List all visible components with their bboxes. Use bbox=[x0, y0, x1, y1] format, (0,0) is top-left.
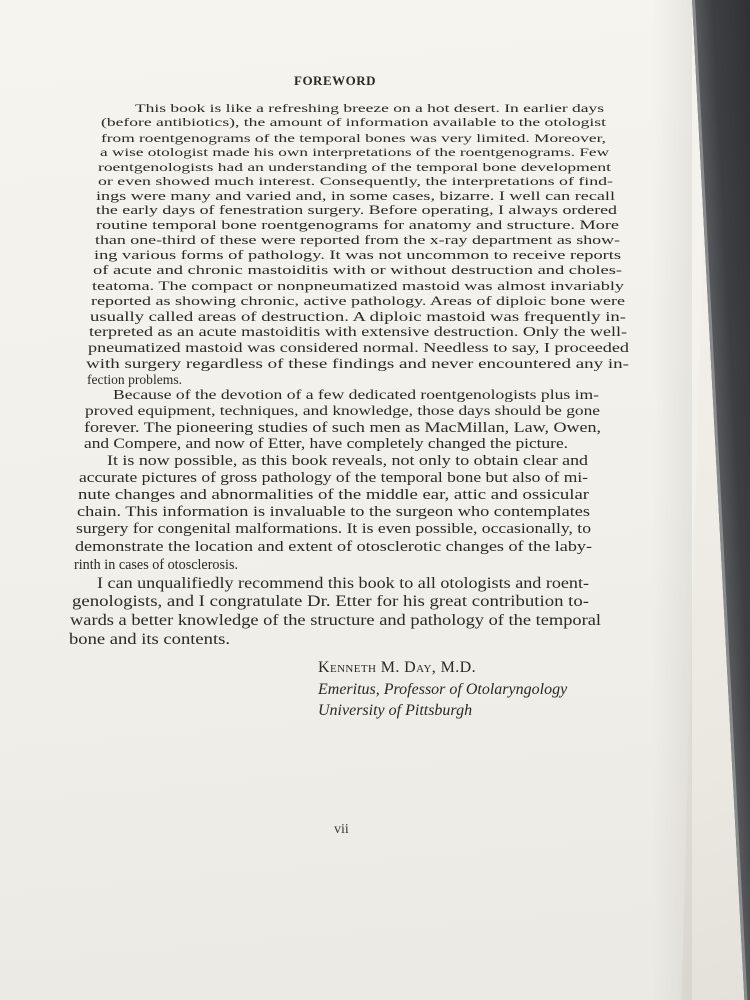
body-text-line: roentgenologists had an understanding of the temporal bone development bbox=[98, 160, 612, 174]
body-text-line: chain. This information is invaluable to the surgeon who contemplates bbox=[77, 504, 590, 520]
body-text-line: routine temporal bone roentgenograms for anatomy and structure. More bbox=[96, 218, 619, 232]
body-text-line: rinth in cases of otosclerosis. bbox=[74, 557, 239, 573]
body-text-line: fection problems. bbox=[87, 372, 183, 387]
body-text-line: teatoma. The compact or nonpneumatized mastoid was almost invariably bbox=[92, 278, 624, 293]
body-text-line: forever. The pioneering studies of such men as MacMillan, Law, Owen, bbox=[84, 420, 602, 436]
body-text-line: This book is like a refreshing breeze on a hot desert. In earlier days bbox=[135, 103, 605, 115]
body-text-line: (before antibiotics), the amount of information available to the otologist bbox=[101, 117, 606, 129]
body-text-line: than one-third of these were reported from the x-ray department as show- bbox=[95, 233, 620, 247]
body-text-line: and Compere, and now of Etter, have completely changed the picture. bbox=[84, 436, 568, 452]
body-text-line: genologists, and I congratulate Dr. Etter for his great contribution to- bbox=[72, 593, 590, 610]
body-text-line: wards a better knowledge of the structure and pathology of the temporal bbox=[70, 612, 602, 629]
body-text-line: ing various forms of pathology. It was not uncommon to receive reports bbox=[94, 248, 622, 262]
body-text-line: I can unqualifiedly recommend this book to all otologists and roent- bbox=[97, 575, 590, 592]
body-text-line: pneumatized mastoid was considered normal. Needless to say, I proceeded bbox=[88, 340, 629, 355]
body-text-line: nute changes and abnormalities of the middle ear, attic and ossicular bbox=[78, 487, 589, 503]
body-text-line: ings were many and varied and, in some cases, bizarre. I well can recall bbox=[96, 189, 615, 203]
body-text-line: demonstrate the location and extent of otosclerotic changes of the laby- bbox=[75, 539, 592, 555]
body-text-line: usually called areas of destruction. A diploic mastoid was frequently in- bbox=[90, 309, 626, 324]
page-number: vii bbox=[334, 822, 349, 837]
page-title: FOREWORD bbox=[294, 73, 376, 88]
body-text-line: with surgery regardless of these findings and never encountered any in- bbox=[86, 356, 629, 371]
signature-name: Kenneth M. Day, M.D. bbox=[318, 659, 476, 676]
body-text-line: Because of the devotion of a few dedicated roentgenologists plus im- bbox=[113, 388, 600, 403]
body-text-line: proved equipment, techniques, and knowledge, those days should be gone bbox=[85, 404, 601, 419]
body-text-line: or even showed much interest. Consequently, the interpretations of find- bbox=[98, 174, 614, 188]
body-text-line: a wise otologist made his own interpretations of the roentgenograms. Few bbox=[100, 145, 610, 159]
signature-institution: University of Pittsburgh bbox=[318, 702, 473, 719]
body-text-line: accurate pictures of gross pathology of the temporal bone but also of mi- bbox=[79, 470, 589, 486]
body-text-line: terpreted as an acute mastoiditis with extensive destruction. Only the well- bbox=[89, 324, 628, 339]
signature-title: Emeritus, Professor of Otolaryngology bbox=[318, 681, 568, 698]
body-text-line: reported as showing chronic, active pathology. Areas of diploic bone were bbox=[91, 293, 625, 308]
body-text-line: bone and its contents. bbox=[69, 631, 230, 648]
body-text-line: It is now possible, as this book reveals, not only to obtain clear and bbox=[107, 453, 589, 469]
body-text-line: surgery for congenital malformations. It is even possible, occasionally, to bbox=[76, 521, 591, 537]
body-text-line: of acute and chronic mastoiditis with or without destruction and choles- bbox=[93, 263, 623, 277]
body-text-line: the early days of fenestration surgery. Before operating, I always ordered bbox=[96, 203, 617, 217]
body-text-line: from roentgenograms of the temporal bones was very limited. Moreover, bbox=[101, 131, 607, 145]
